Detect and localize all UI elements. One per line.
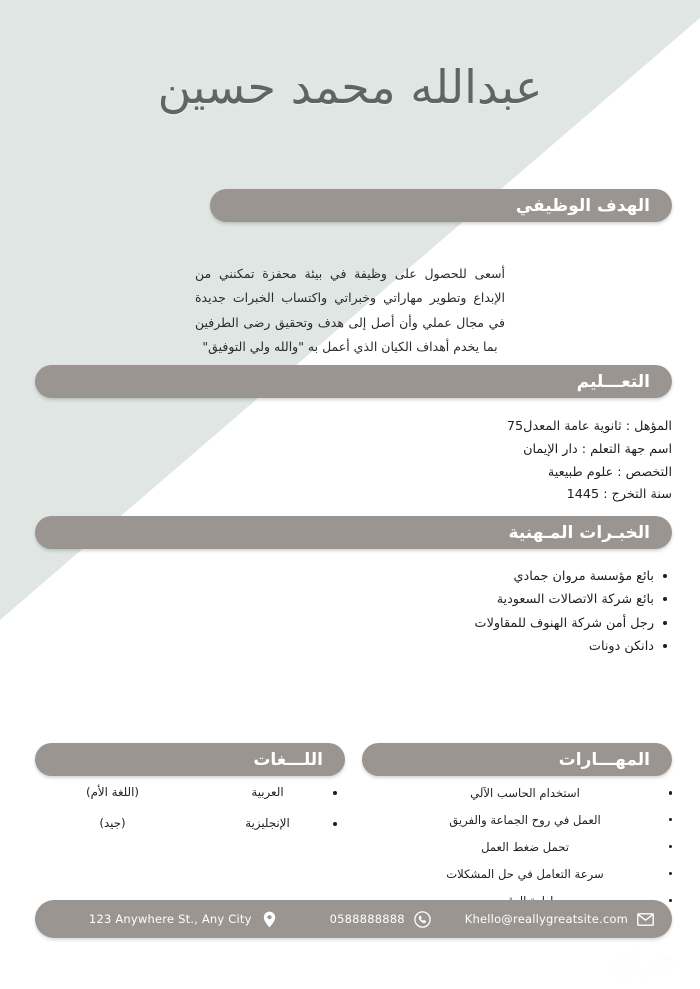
list-item: تحمل ضغط العمل	[362, 839, 672, 857]
site-watermark: حراج	[613, 946, 678, 977]
contact-phone[interactable]	[330, 911, 431, 928]
section-title-languages: اللـــغات	[253, 749, 323, 770]
objective-paragraph: أسعى للحصول على وظيفة في بيئة محفزة تمكنني من الإبداع وتطوير مهاراتي وخبراتي واكتساب الخبرات جديدة في مجال عملي وأن أصل إلى هدف وتحقيق رضى الطرفين بما يخدم أهداف الكيان الذي أعمل به "والله ولي التوفيق"	[195, 266, 505, 355]
candidate-full-name: عبدالله محمد حسين	[157, 59, 543, 114]
list-item: بائع شركة الاتصالات السعودية	[475, 588, 654, 611]
language-name: العربية	[190, 785, 345, 799]
list-item: سرعة التعامل في حل المشكلات	[362, 866, 672, 884]
contact-address[interactable]	[89, 911, 278, 928]
languages-list	[35, 785, 345, 847]
language-name: الإنجليزية	[190, 816, 345, 830]
education-details	[507, 416, 672, 507]
language-level: (جيد)	[99, 816, 126, 830]
experience-list	[475, 565, 672, 658]
section-title-skills: المهـــارات	[558, 749, 650, 770]
contact-phone-text: 0588888888	[329, 912, 405, 926]
education-line: اسم جهة التعلم : دار الإيمان	[523, 441, 672, 457]
list-item: بائع مؤسسة مروان جمادي	[475, 565, 654, 588]
phone-icon	[414, 911, 431, 928]
list-item: دانكن دونات	[475, 635, 654, 658]
section-title-objective: الهدف الوظيفي	[515, 195, 650, 216]
section-header-skills	[362, 743, 672, 776]
envelope-icon	[637, 911, 654, 928]
footer-contact-bar	[35, 900, 672, 938]
contact-address-text: 123 Anywhere St., Any City	[88, 912, 252, 926]
section-title-education: التعـــليم	[576, 371, 650, 392]
education-line: التخصص : علوم طبيعية	[547, 464, 672, 480]
list-item: استخدام الحاسب الآلي	[362, 785, 672, 803]
cv-header	[0, 0, 700, 175]
contact-email[interactable]	[465, 911, 654, 928]
list-item	[35, 785, 345, 799]
language-level: (اللغة الأم)	[85, 785, 140, 799]
section-header-objective	[210, 189, 672, 222]
contact-email-text: Khello@reallygreatsite.com	[464, 912, 628, 926]
education-line: سنة التخرج : 1445	[566, 487, 672, 503]
list-item	[35, 816, 345, 830]
list-item: رجل أمن شركة الهنوف للمقاولات	[475, 612, 654, 635]
location-pin-icon	[261, 911, 278, 928]
section-header-education	[35, 365, 672, 398]
education-line: المؤهل : ثانوية عامة المعدل75	[506, 419, 672, 434]
section-header-languages	[35, 743, 345, 776]
section-title-experience: الخبـرات المـهنية	[508, 522, 650, 543]
list-item: العمل في روح الجماعة والفريق	[362, 812, 672, 830]
section-header-experience	[35, 516, 672, 549]
